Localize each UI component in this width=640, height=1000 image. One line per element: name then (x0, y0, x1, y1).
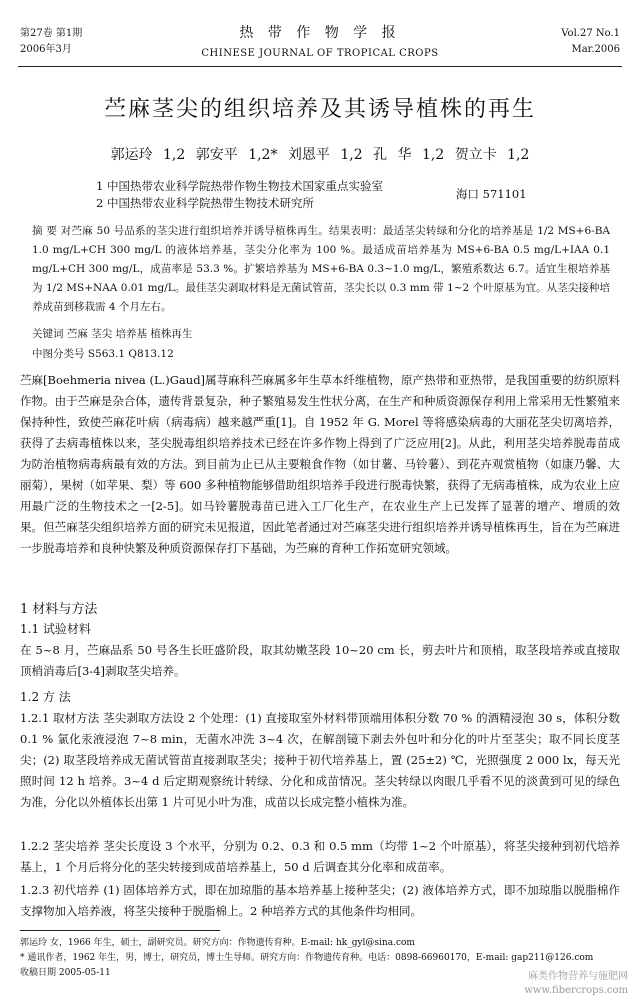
header-right (561, 26, 620, 58)
header-divider (18, 66, 622, 67)
footnote-corresponding-author: * 通讯作者，1962 年生，男，博士，研究员，博士生导师。研究方向：作物遗传育种。电话：0898-66960170，E-mail: gap211@126.com (20, 953, 594, 963)
section-heading-1-2: 1.2 方 法 (20, 690, 71, 704)
section-heading-1: 1 材料与方法 (20, 602, 98, 617)
volume-issue-en: Vol.27 No.1 (561, 28, 620, 39)
date-cn: 2006年3月 (20, 44, 72, 55)
introduction-paragraph: 苎麻[Boehmeria nivea (L.)Gaud]属荨麻科苎麻属多年生草本纤维植物，原产热带和亚热带，是我国重要的纺织原料作物。由于苎麻是杂合体，遗传背景复杂，种子繁殖易发生性状分离，在生产和种质资源保存利用上常采用无性繁殖来保持种性，致使苎麻花叶病（病毒病）越来越严重[1]。自 1952 年 G. Morel 等将感染病毒的大丽花茎尖切离培养，获得了去病毒植株以来，茎尖脱毒组织培养技术已经在许多作物上得到了广泛应用[2]。从此，利用茎尖培养脱毒苗成为防治植物病毒病最有效的方法。到目前为止已从主要粮食作物（如甘薯、马铃薯）、到花卉观赏植物（如康乃馨、大丽菊），果树（如苹果、梨）等 600 多种植物能够借助组织培养手段进行脱毒快繁，获得了无病毒植株，成为农业上应用最广泛的生物技术之一[2-5]。如马铃薯脱毒苗已进入工厂化生产，在农业生产上已发挥了显著的增产、增质的效果。但苎麻茎尖组织培养方面的研究未见报道，因此笔者通过对苎麻茎尖进行组织培养并诱导植株再生，旨在为苎麻进一步脱毒培养和良种快繁及种质资源保存打下基础，为苎麻的育种工作拓宽研究领域。 (20, 373, 620, 555)
affiliations (96, 178, 383, 212)
watermark-url: www.fibercrops.com (524, 985, 628, 996)
date-en: Mar.2006 (571, 44, 620, 55)
footnote-first-author: 郭运玲 女，1966 年生，硕士，副研究员。研究方向：作物遗传育种。E-mail: hk_gyl@sina.com (20, 938, 415, 948)
abstract: 摘 要 对苎麻 50 号品系的茎尖进行组织培养并诱导植株再生。结果表明：最适茎尖转绿和分化的培养基是 1/2 MS+6-BA 1.0 mg/L+CH 300 mg/L 的液体培养基，茎尖分化率为 100 %。最适成苗培养基为 MS+6-BA 0.5 mg/L+IAA 0.1 mg/L+CH 300 mg/L，成苗率是 53.3 %。扩繁培养基为 MS+6-BA 0.3~1.0 mg/L，繁殖系数达 6.7。适宜生根培养基为 1/2 MS+NAA 0.01 mg/L。最佳茎尖剥取材料是无菌试管苗，茎尖长以 0.3 mm 带 1~2 个叶原基为宜。从茎尖接种培养成苗到移栽需 4 个月左右。 (32, 225, 610, 313)
paper-title: 苎麻茎尖的组织培养及其诱导植株的再生 (103, 97, 536, 122)
journal-name-cn: 热 带 作 物 学 报 (239, 25, 401, 41)
footnote-received-date: 收稿日期 2005-05-11 (20, 968, 111, 978)
watermark (524, 970, 628, 998)
section-heading-1-1: 1.1 试验材料 (20, 622, 91, 636)
paragraph-1-2-2: 1.2.2 茎尖培养 茎尖长度设 3 个水平，分别为 0.2、0.3 和 0.5 mm（均带 1~2 个叶原基），将茎尖接种到初代培养基上，1 个月后将分化的茎尖转接到成苗培养基上，50 d 后调查其分化率和成苗率。 (20, 839, 620, 874)
affiliation-1: 1 中国热带农业科学院热带作物生物技术国家重点实验室 (96, 179, 383, 193)
paragraph-1-1: 在 5~8 月，苎麻品系 50 号各生长旺盛阶段，取其幼嫩茎段 10~20 cm 长，剪去叶片和顶梢，取茎段培养或直接取顶梢消毒后[3-4]剥取茎尖培养。 (20, 643, 620, 678)
affiliation-city: 海口 571101 (456, 187, 527, 201)
classification-number: 中图分类号 S563.1 Q813.12 (32, 348, 174, 360)
header-left (20, 26, 82, 58)
volume-issue-cn: 第27卷 第1期 (20, 28, 83, 39)
author-list: 郭运玲 1,2 郭安平 1,2* 刘恩平 1,2 孔 华 1,2 贺立卡 1,2 (110, 147, 530, 163)
watermark-site-name: 麻类作物营养与施肥网 (528, 971, 628, 982)
footnote-divider (20, 930, 220, 931)
affiliation-2: 2 中国热带农业科学院热带生物技术研究所 (96, 196, 314, 210)
header-center (160, 22, 480, 59)
keywords: 关键词 苎麻 茎尖 培养基 植株再生 (32, 328, 193, 340)
paragraph-1-2-3: 1.2.3 初代培养 (1) 固体培养方式，即在加琼脂的基本培养基上接种茎尖；(2) 液体培养方式，即不加琼脂以脱脂棉作支撑物加入培养液，将茎尖接种于脱脂棉上。2 种培养方式的其他条件均相同。 (20, 883, 620, 918)
journal-name-en: CHINESE JOURNAL OF TROPICAL CROPS (201, 48, 439, 59)
paragraph-1-2-1: 1.2.1 取材方法 茎尖剥取方法设 2 个处理：(1) 直接取室外材料带顶端用体积分数 70 % 的酒精浸泡 30 s，体积分数 0.1 % 氯化汞液浸泡 7~8 min，无菌水冲洗 3~4 次，在解剖镜下剥去外包叶和分化的叶片至茎尖；取不同长度茎尖；(2) 取茎段培养成无菌试管苗直接剥取茎尖；接种于初代培养基上，置 (25±2) ℃，光照强度 2 000 lx，每天光照时间 12 h 培养。3~4 d 后定期观察统计转绿、分化和成苗情况。茎尖转绿以肉眼几乎看不见的淡黄到可见的绿色为准，分化以外植体长出第 1 片可见小叶为准，成苗以长成完整小植株为准。 (20, 711, 620, 809)
